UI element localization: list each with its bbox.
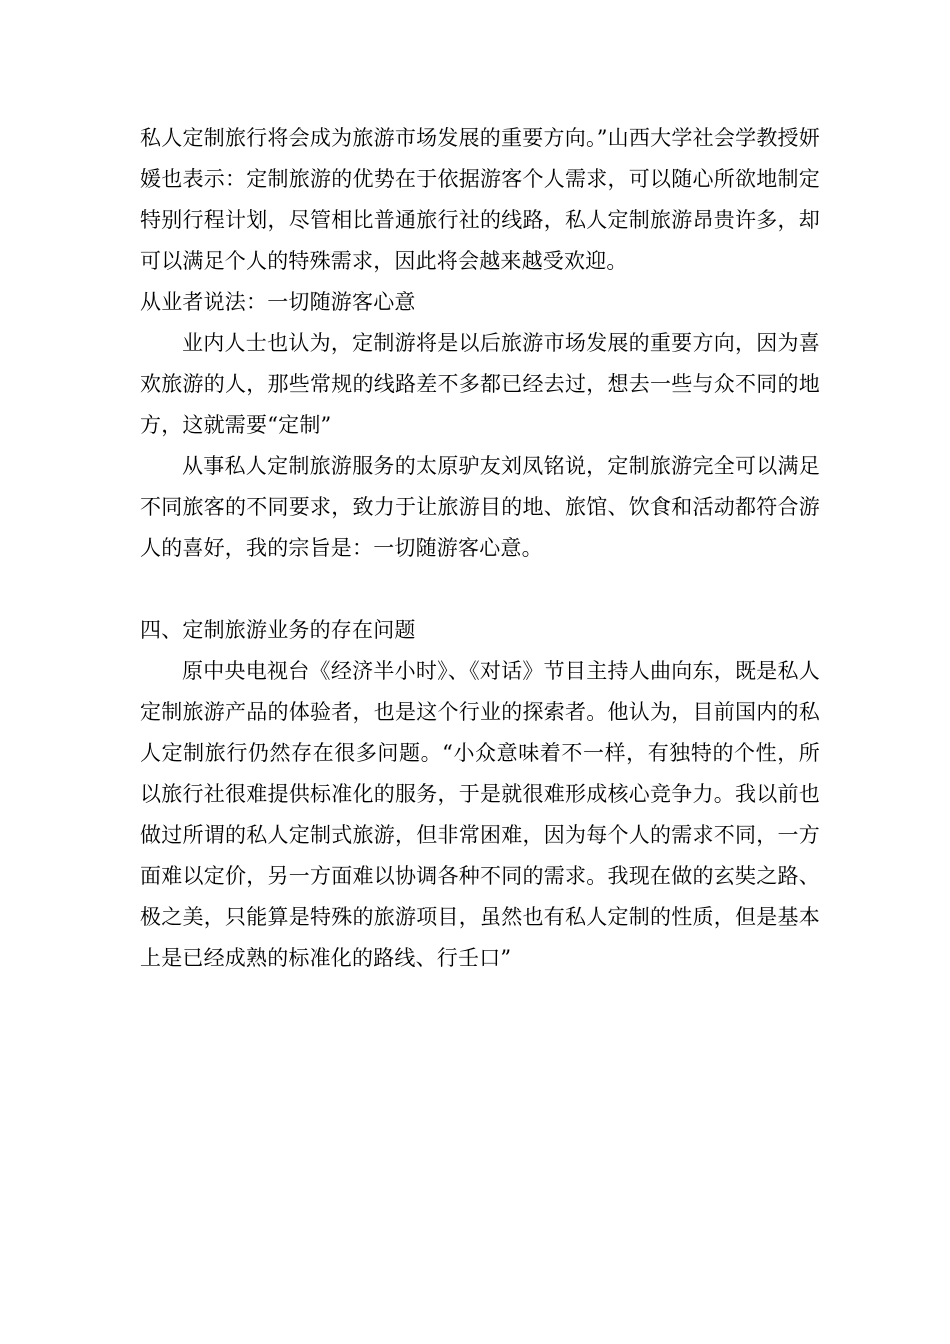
paragraph-qu-xiangdong: 原中央电视台《经济半小时》、《对话》节目主持人曲向东，既是私人定制旅游产品的体验者，也是这个行业的探索者。他认为，目前国内的私人定制旅行仍然存在很多问题。“小众意味着不一样，有独特的个性，所以旅行社很难提供标准化的服务，于是就很难形成核心竞争力。我以前也做过所谓的私人定制式旅游，但非常困难，因为每个人的需求不同，一方面难以定价，另一方面难以协调各种不同的需求。我现在做的玄奘之路、极之美，只能算是特殊的旅游项目，虽然也有私人定制的性质，但是基本上是已经成熟的标准化的路线、行壬口”	[140, 659, 820, 970]
paragraph-industry-view: 业内人士也认为，定制游将是以后旅游市场发展的重要方向，因为喜欢旅游的人，那些常规的线路差不多都已经去过，想去一些与众不同的地方，这就需要“定制”	[140, 331, 820, 437]
subheading-practitioner-view: 从业者说法：一切随游客心意	[140, 290, 416, 314]
paragraph-liu-fengming: 从事私人定制旅游服务的太原驴友刘凤铭说，定制旅游完全可以满足不同旅客的不同要求，致力于让旅游目的地、旅馆、饮食和活动都符合游人的喜好，我的宗旨是：一切随游客心意。	[140, 454, 820, 560]
paragraph-continuation: 私人定制旅行将会成为旅游市场发展的重要方向。”山西大学社会学教授妍媛也表示：定制旅游的优势在于依据游客个人需求，可以随心所欲地制定特别行程计划，尽管相比普通旅行社的线路，私人定制旅游昂贵许多，却可以满足个人的特殊需求，因此将会越来越受欢迎。	[140, 126, 820, 273]
section-heading-problems: 四、定制旅游业务的存在问题	[140, 618, 416, 642]
document-body	[140, 118, 820, 979]
